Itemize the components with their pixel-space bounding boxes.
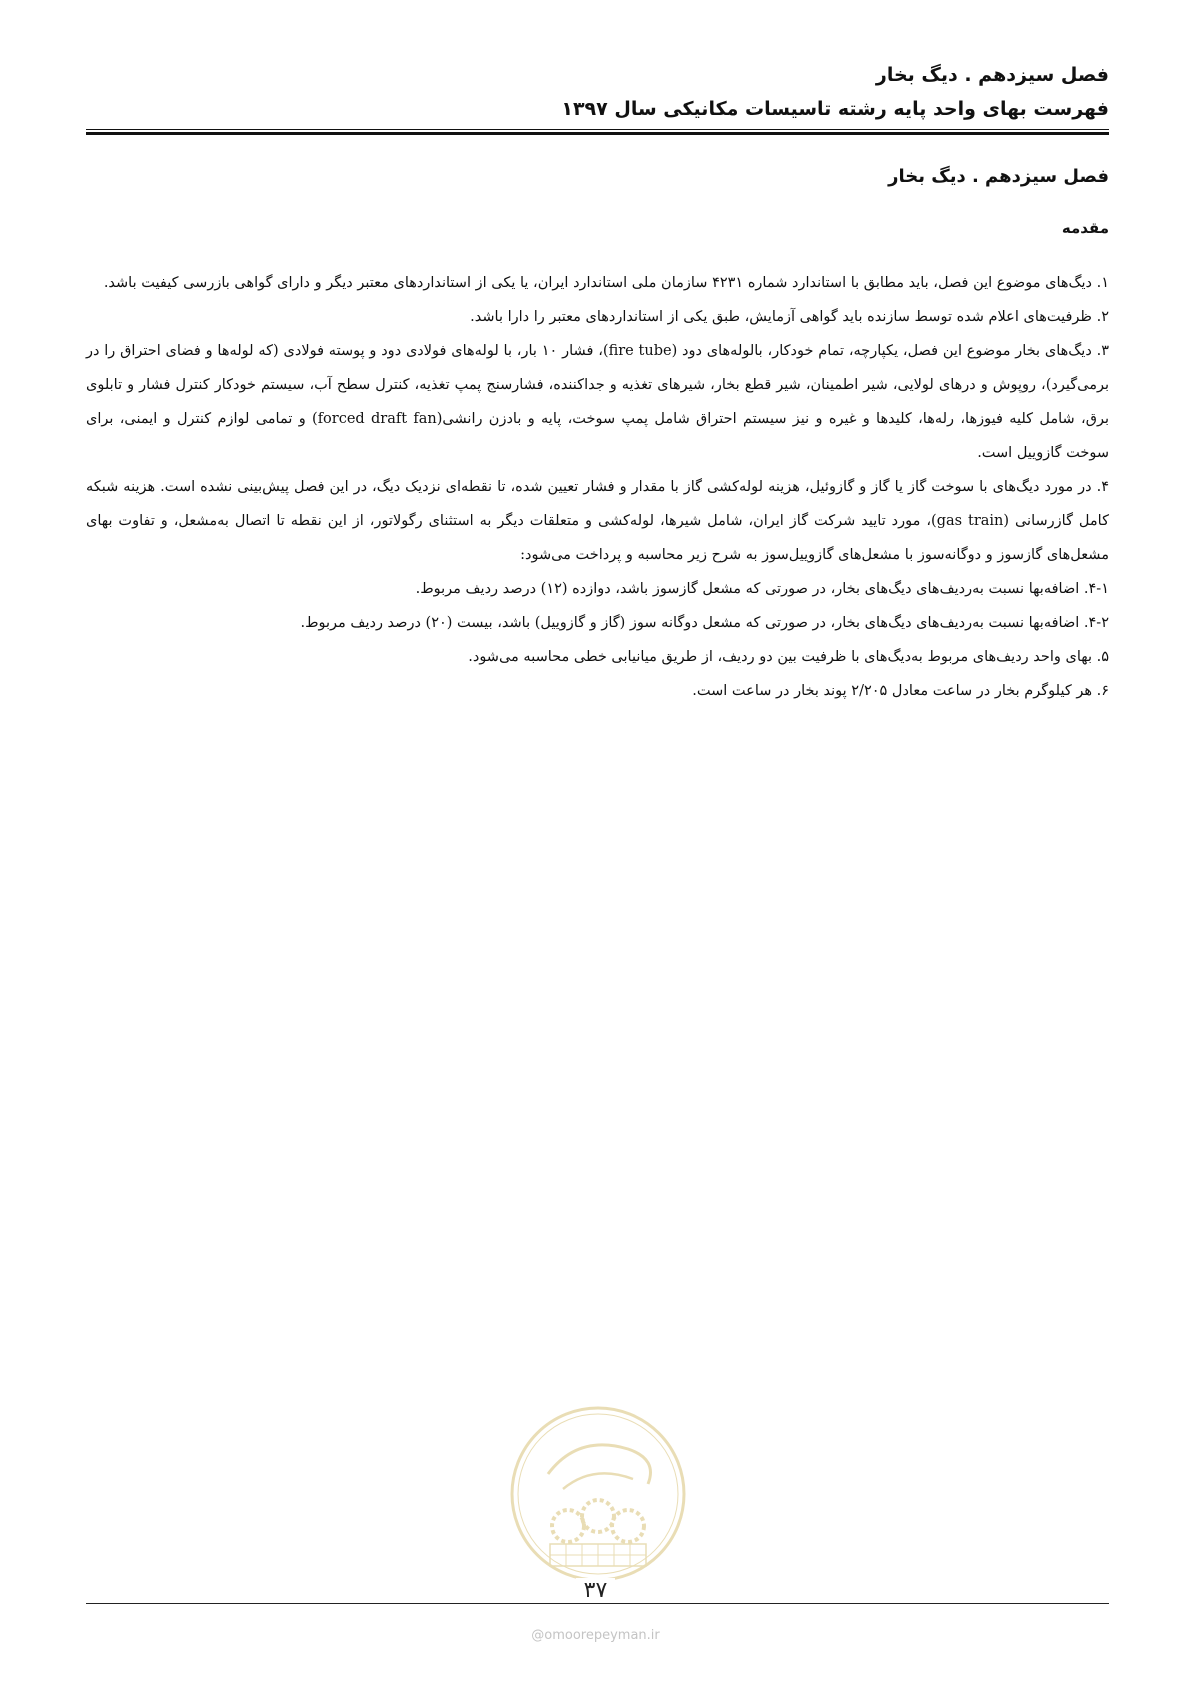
paragraph-1: ۱. دیگ‌های موضوع این فصل، باید مطابق با استاندارد شماره ۴۲۳۱ سازمان ملی استاندارد ایران، یا یکی از استانداردهای معتبر دیگر و دارای گواهی بازرسی کیفیت باشد.: [103, 275, 1109, 291]
paragraph-4-2: ۴-۲. اضافه‌بها نسبت به‌ردیف‌های دیگ‌های بخار، در صورتی که مشعل دوگانه سوز (گاز و گازوییل) باشد، بیست (۲۰) درصد ردیف مربوط.: [300, 615, 1109, 631]
page-header: [86, 58, 1109, 126]
paragraph-3: ۳. دیگ‌های بخار موضوع این فصل، یکپارچه، تمام خودکار، بالوله‌های دود (fire tube)، فشار ۱۰ بار، با لوله‌های فولادی دود و پوسته فولادی (که لوله‌ها و فضای احتراق را در برمی‌گیرد)، روپوش و درهای لولایی، شیر اطمینان، شیر قطع بخار، شیرهای تغذیه و جداکننده، فشارسنج پمپ تغذیه، کنترل سطح آب، سیستم خودکار کنترل فشار و تابلوی برق، شامل کلیه فیوزها، رله‌ها، کلیدها و غیره و نیز سیستم احتراق شامل پمپ سوخت، پایه و بادزن رانشی(forced draft fan) و تمامی لوازم کنترل و ایمنی، برای سوخت گازوییل است.: [86, 343, 1109, 461]
header-book-title: فهرست بهای واحد پایه رشته تاسیسات مکانیکی سال ۱۳۹۷: [561, 98, 1109, 120]
footer-divider: [86, 1603, 1109, 1604]
paragraph-2: ۲. ظرفیت‌های اعلام شده توسط سازنده باید گواهی آزمایش، طبق یکی از استانداردهای معتبر را دارا باشد.: [470, 309, 1109, 325]
paragraph-5: ۵. بهای واحد ردیف‌های مربوط به‌دیگ‌های با ظرفیت بین دو ردیف، از طریق میانیابی خطی محاسبه می‌شود.: [468, 649, 1109, 665]
paragraph-6: ۶. هر کیلوگرم بخار در ساعت معادل ۲/۲۰۵ پوند بخار در ساعت است.: [692, 683, 1109, 699]
header-divider: [86, 129, 1109, 135]
section-title: فصل سیزدهم . دیگ بخار: [888, 166, 1109, 187]
intro-heading: مقدمه: [1061, 219, 1109, 237]
paragraph-4-1: ۴-۱. اضافه‌بها نسبت به‌ردیف‌های دیگ‌های بخار، در صورتی که مشعل گازسوز باشد، دوازده (۱۲) درصد ردیف مربوط.: [415, 581, 1109, 597]
main-content: [86, 162, 1109, 708]
page-number: [0, 1578, 1191, 1603]
watermark-logo-icon: [508, 1404, 688, 1584]
page-number-text: ۳۷: [576, 1578, 616, 1603]
watermark-url: @omoorepeyman.ir: [531, 1628, 660, 1643]
header-chapter-title: فصل سیزدهم . دیگ بخار: [875, 64, 1109, 86]
paragraph-4: ۴. در مورد دیگ‌های با سوخت گاز یا گاز و گازوئیل، هزینه لوله‌کشی گاز با مقدار و فشار تعیین شده، تا نقطه‌ای نزدیک دیگ، در این فصل پیش‌بینی نشده است. هزینه شبکه کامل گازرسانی (gas train)، مورد تایید شرکت گاز ایران، شامل شیرها، لوله‌کشی و متعلقات دیگر به استثنای رگولاتور، از این نقطه تا اتصال به‌مشعل، و تفاوت بهای مشعل‌های گازسوز و دوگانه‌سوز با مشعل‌های گازوییل‌سوز به شرح زیر محاسبه و پرداخت می‌شود:: [86, 479, 1109, 563]
